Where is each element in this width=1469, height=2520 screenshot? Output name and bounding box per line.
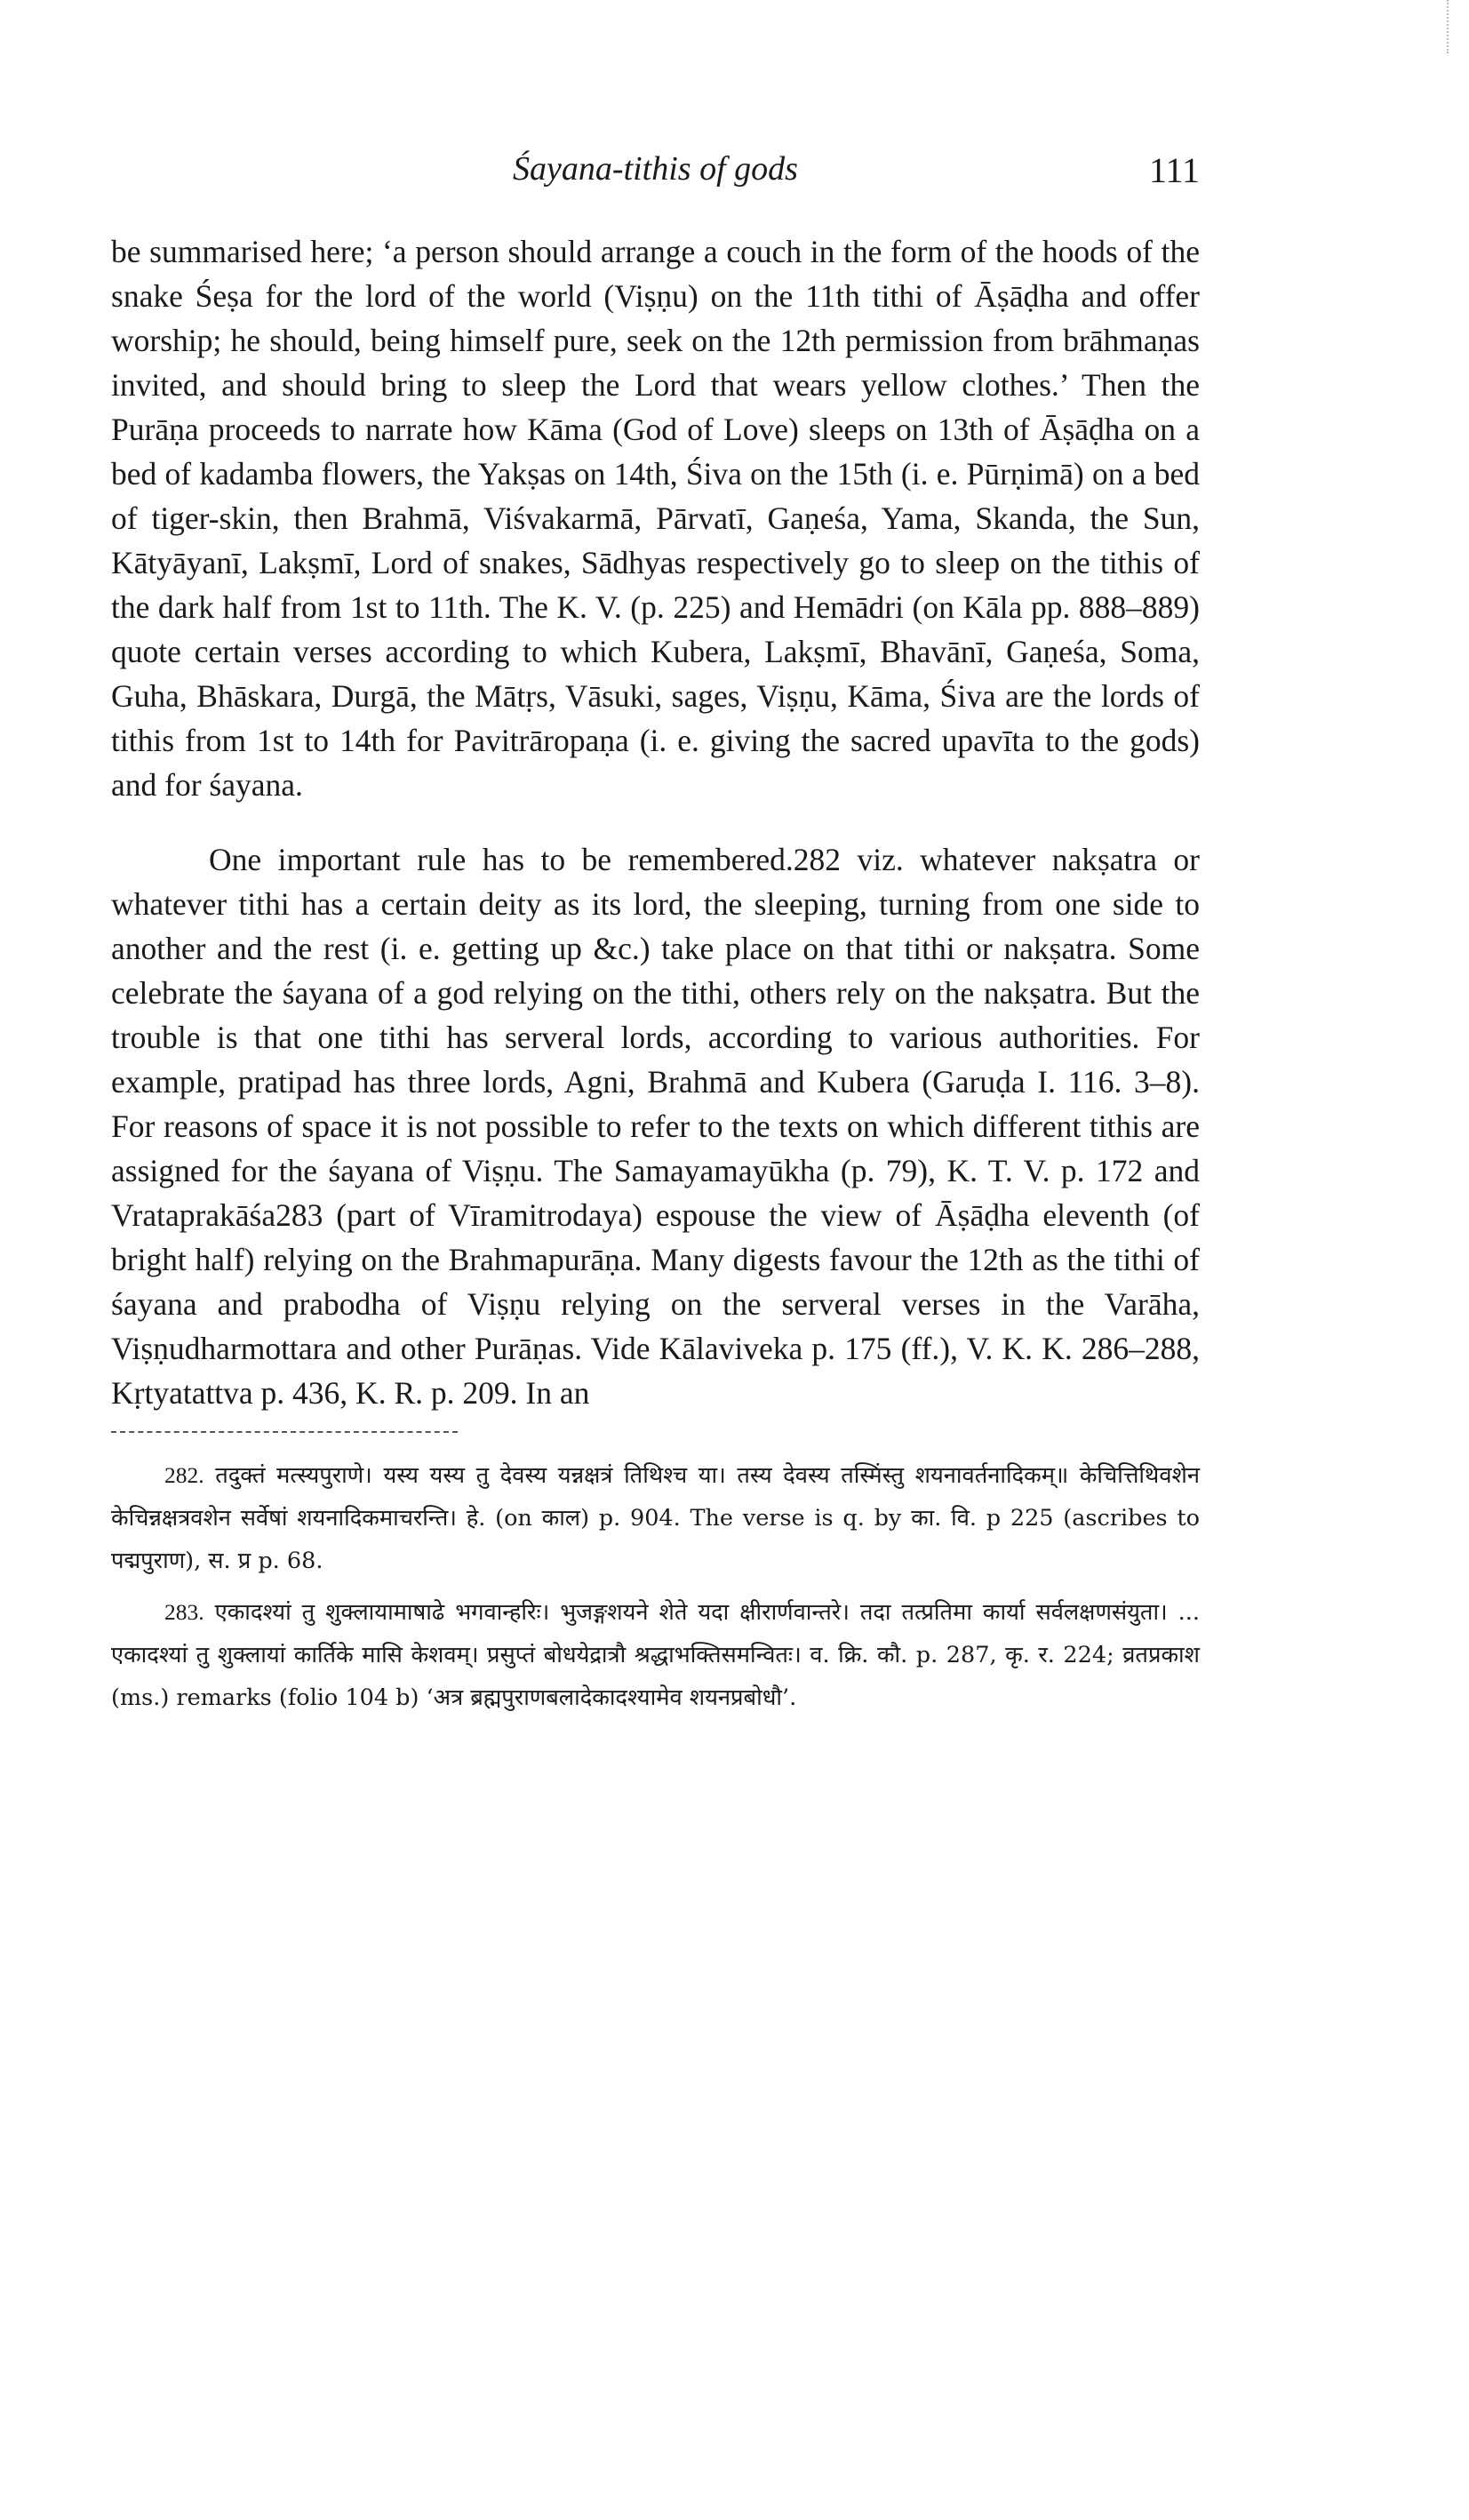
footnote-text: तदुक्तं मत्स्यपुराणे। यस्य यस्य तु देवस्य यन्नक्षत्रं तिथिश्च या। तस्य देवस्य तस्मिंस्तु शयनावर्तनादिकम्॥ केचित्तिथिवशेन केचिन्नक्षत्रवशेन सर्वेषां शयनादिकमाचरन्ति। हे. (on काल) p. 904. The verse is q. by का. वि. p 225 (ascribes to पद्मपुराण), स. प्र p. 68. xyxy=(111,1462,1201,1574)
running-title: Śayana-tithis of gods xyxy=(513,150,798,188)
page-header xyxy=(111,149,1200,203)
footnote-283 xyxy=(111,1591,1200,1719)
page-number: 111 xyxy=(1148,150,1200,190)
margin-mark xyxy=(1447,0,1450,53)
footnote-number: 282. xyxy=(164,1462,204,1488)
paragraph-1: be summarised here; ‘a person should arrange a couch in the form of the hoods of the snake Śeṣa for the lord of the world (Viṣṇu) on the 11th tithi of Āṣāḍha and offer worship; he should, being himself pure, seek on the 12th permission from brāhmaṇas invited, and should bring to sleep the Lord that wears yellow clothes.’ Then the Purāṇa proceeds to narrate how Kāma (God of Love) sleeps on 13th of Āṣāḍha on a bed of kadamba flowers, the Yakṣas on 14th, Śiva on the 15th (i. e. Pūrṇimā) on a bed of tiger-skin, then Brahmā, Viśvakarmā, Pārvatī, Gaṇeśa, Yama, Skanda, the Sun, Kātyāyanī, Lakṣmī, Lord of snakes, Sādhyas respectively go to sleep on the tithis of the dark half from 1st to 11th. The K. V. (p. 225) and Hemādri (on Kāla pp. 888–889) quote certain verses according to which Kubera, Lakṣmī, Bhavānī, Gaṇeśa, Soma, Guha, Bhāskara, Durgā, the Mātṛs, Vāsuki, sages, Viṣṇu, Kāma, Śiva are the lords of tithis from 1st to 14th for Pavitrāropaṇa (i. e. giving the sacred upavīta to the gods) and for śayana. xyxy=(111,234,1200,803)
footnote-divider xyxy=(111,1431,458,1433)
paragraph-2: One important rule has to be remembered.282 viz. whatever nakṣatra or whatever tithi has a certain deity as its lord, the sleeping, turning from one side to another and the rest (i. e. getting up &c.) take place on that tithi or nakṣatra. Some celebrate the śayana of a god relying on the tithi, others rely on the nakṣatra. But the trouble is that one tithi has serveral lords, according to various authorities. For example, pratipad has three lords, Agni, Brahmā and Kubera (Garuḍa I. 116. 3–8). For reasons of space it is not possible to refer to the texts on which different tithis are assigned for the śayana of Viṣṇu. The Samayamayūkha (p. 79), K. T. V. p. 172 and Vrataprakāśa283 (part of Vīramitrodaya) espouse the view of Āṣāḍha eleventh (of bright half) relying on the Brahmapurāṇa. Many digests favour the 12th as the tithi of śayana and prabodha of Viṣṇu relying on the serveral verses in the Varāha, Viṣṇudharmottara and other Purāṇas. Vide Kālaviveka p. 175 (ff.), V. K. K. 286–288, Kṛtyatattva p. 436, K. R. p. 209. In an xyxy=(111,842,1200,1411)
footnote-282 xyxy=(111,1454,1200,1582)
book-page xyxy=(111,149,1200,1719)
footnote-number: 283. xyxy=(164,1599,204,1625)
footnote-text: एकादश्यां तु शुक्लायामाषाढे भगवान्हरिः। भुजङ्गशयने शेते यदा क्षीरार्णवान्तरे। तदा तत्प्रतिमा कार्या सर्वलक्षणसंयुता। ... एकादश्यां तु शुक्लायां कार्तिके मासि केशवम्। प्रसुप्तं बोधयेद्रात्रौ श्रद्धाभक्तिसमन्वितः। व. क्रि. कौ. p. 287, कृ. र. 224; व्रतप्रकाश (ms.) remarks (folio 104 b) ‘अत्र ब्रह्मपुराणबलादेकादश्यामेव शयनप्रबोधौ’. xyxy=(111,1599,1200,1711)
